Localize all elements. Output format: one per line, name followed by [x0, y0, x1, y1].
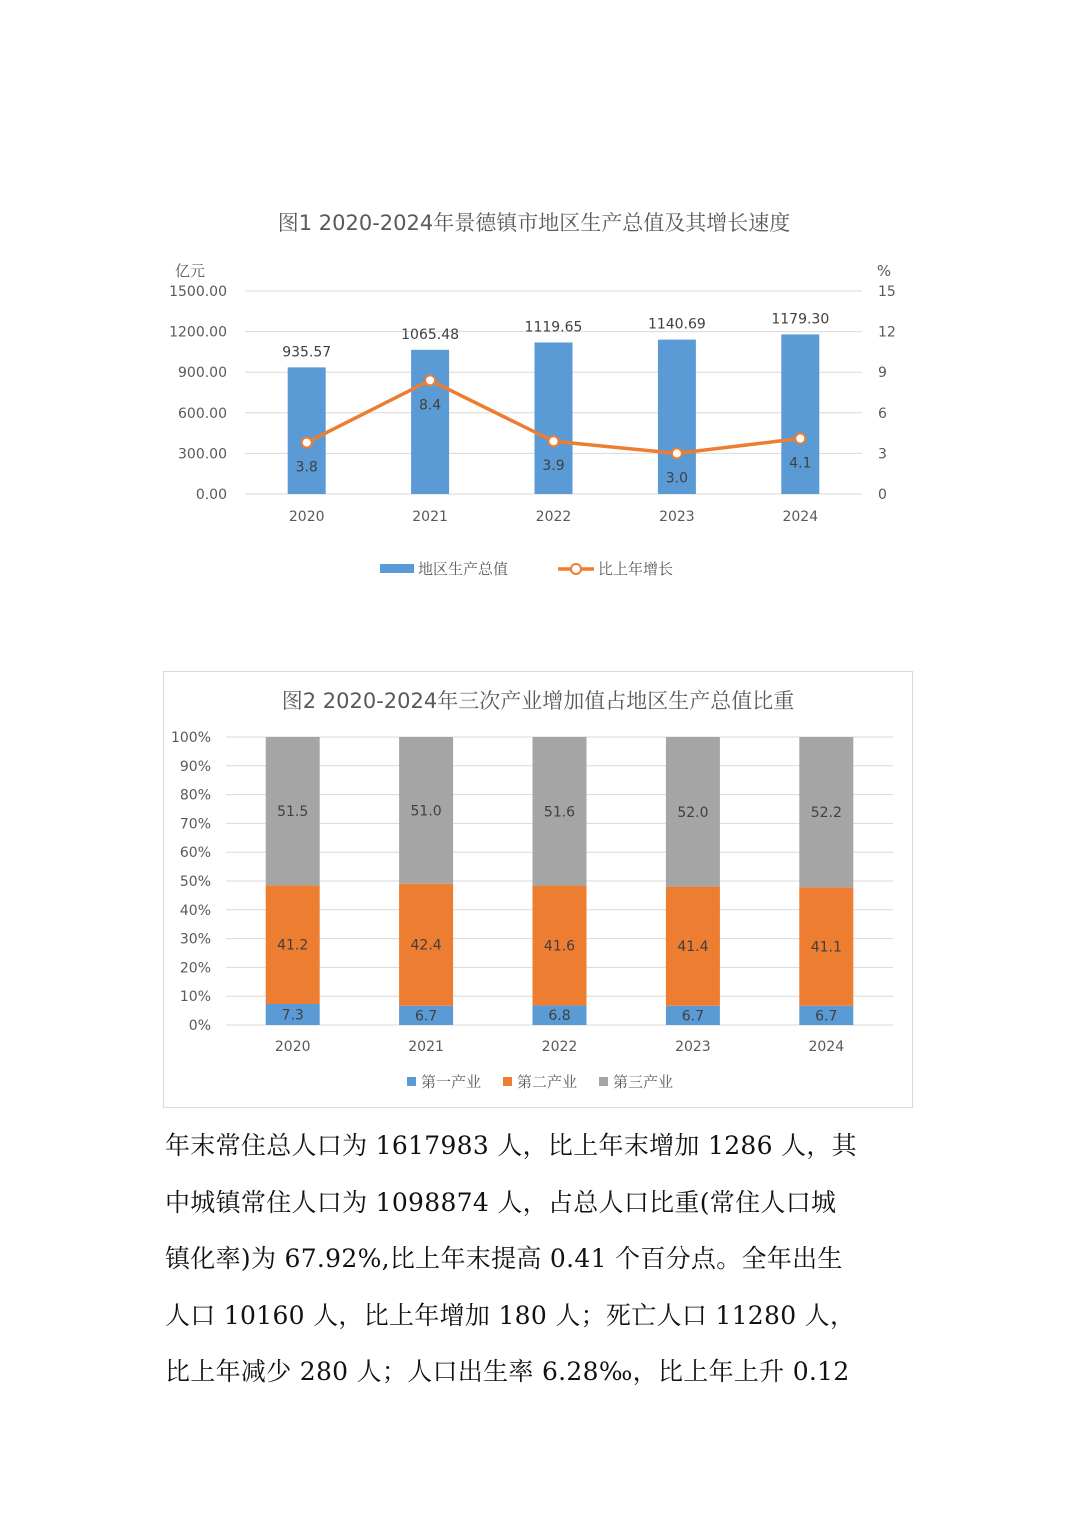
y-left-tick-label: 1500.00: [169, 284, 227, 300]
segment-data-label: 6.7: [815, 1008, 838, 1025]
x-tick-label: 2024: [808, 1039, 845, 1055]
bar-data-label: 1119.65: [524, 319, 583, 336]
x-tick-label: 2022: [535, 509, 572, 525]
y-tick-label: 0%: [188, 1018, 211, 1034]
y-right-tick-label: 9: [878, 365, 887, 382]
segment-data-label: 6.8: [548, 1008, 571, 1025]
y-right-tick-label: 15: [878, 284, 896, 300]
body-line: 镇化率)为 67.92%,比上年末提高 0.41 个百分点。全年出生: [165, 1244, 843, 1273]
bar-data-label: 1140.69: [647, 316, 706, 333]
x-tick-label: 2023: [659, 509, 695, 525]
y-tick-label: 10%: [179, 989, 211, 1006]
legend-label-growth: 比上年增长: [598, 560, 674, 578]
y-tick-label: 80%: [179, 787, 211, 804]
legend-label: 第一产业: [421, 1073, 482, 1091]
y-right-tick-label: 0: [878, 487, 887, 503]
y-tick-label: 90%: [179, 758, 211, 775]
legend-label: 第三产业: [613, 1073, 674, 1091]
legend-label: 第二产业: [517, 1073, 578, 1091]
line-data-label: 3.9: [542, 458, 565, 475]
segment-data-label: 52.0: [677, 804, 709, 821]
legend-swatch-1: [407, 1077, 416, 1086]
chart-title: 图2 2020-2024年三次产业增加值占地区生产总值比重: [281, 689, 795, 713]
y-tick-label: 100%: [170, 730, 211, 746]
bar-data-label: 935.57: [282, 344, 332, 361]
x-tick-label: 2022: [541, 1039, 578, 1055]
segment-data-label: 51.5: [277, 804, 309, 821]
bar-data-label: 1179.30: [771, 311, 830, 328]
body-line: 年末常住总人口为 1617983 人，比上年末增加 1286 人，其: [165, 1131, 857, 1160]
line-data-label: 3.0: [665, 470, 689, 487]
segment-data-label: 52.2: [810, 805, 842, 822]
y-left-tick-label: 600.00: [178, 405, 227, 422]
line-data-label: 8.4: [418, 397, 442, 414]
legend-swatch-3: [599, 1077, 608, 1086]
x-tick-label: 2020: [288, 509, 325, 525]
y-tick-label: 50%: [179, 874, 211, 890]
y-left-unit: 亿元: [174, 262, 206, 280]
y-tick-label: 20%: [179, 960, 211, 977]
chart-title: 图1 2020-2024年景德镇市地区生产总值及其增长速度: [277, 211, 791, 235]
segment-data-label: 41.6: [543, 938, 576, 955]
segment-data-label: 41.4: [677, 939, 709, 956]
y-tick-label: 70%: [179, 816, 211, 833]
segment-data-label: 41.1: [810, 939, 842, 956]
segment-data-label: 51.6: [543, 804, 576, 821]
segment-data-label: 6.7: [681, 1008, 705, 1025]
y-right-tick-label: 3: [878, 446, 887, 463]
y-left-tick-label: 1200.00: [169, 324, 227, 341]
x-tick-label: 2024: [782, 509, 819, 525]
x-tick-label: 2021: [408, 1039, 444, 1055]
segment-data-label: 7.3: [281, 1007, 304, 1024]
x-tick-label: 2020: [274, 1039, 311, 1055]
y-left-tick-label: 300.00: [178, 446, 227, 463]
legend-label-gdp: 地区生产总值: [418, 560, 509, 578]
line-data-label: 4.1: [789, 455, 812, 472]
y-tick-label: 40%: [179, 902, 211, 919]
y-left-tick-label: 900.00: [178, 365, 227, 382]
y-left-tick-label: 0.00: [195, 487, 227, 503]
segment-data-label: 51.0: [410, 803, 442, 820]
body-line: 人口 10160 人，比上年增加 180 人；死亡人口 11280 人，: [165, 1300, 856, 1330]
y-tick-label: 60%: [179, 845, 211, 862]
x-tick-label: 2023: [675, 1039, 711, 1055]
legend-swatch-2: [503, 1077, 512, 1086]
segment-data-label: 42.4: [410, 937, 442, 954]
y-right-tick-label: 6: [878, 405, 887, 422]
body-paragraph: [165, 1118, 925, 1401]
y-right-tick-label: 12: [878, 324, 896, 341]
segment-data-label: 41.2: [277, 937, 309, 954]
y-right-unit: %: [876, 262, 892, 280]
line-data-label: 3.8: [295, 459, 318, 476]
body-line: 中城镇常住人口为 1098874 人，占总人口比重(常住人口城: [165, 1187, 837, 1217]
bar-data-label: 1065.48: [401, 326, 460, 343]
body-line: 比上年减少 280 人；人口出生率 6.28‰，比上年上升 0.12: [165, 1357, 850, 1386]
x-tick-label: 2021: [412, 509, 448, 525]
y-tick-label: 30%: [179, 931, 211, 948]
segment-data-label: 6.7: [414, 1008, 438, 1025]
